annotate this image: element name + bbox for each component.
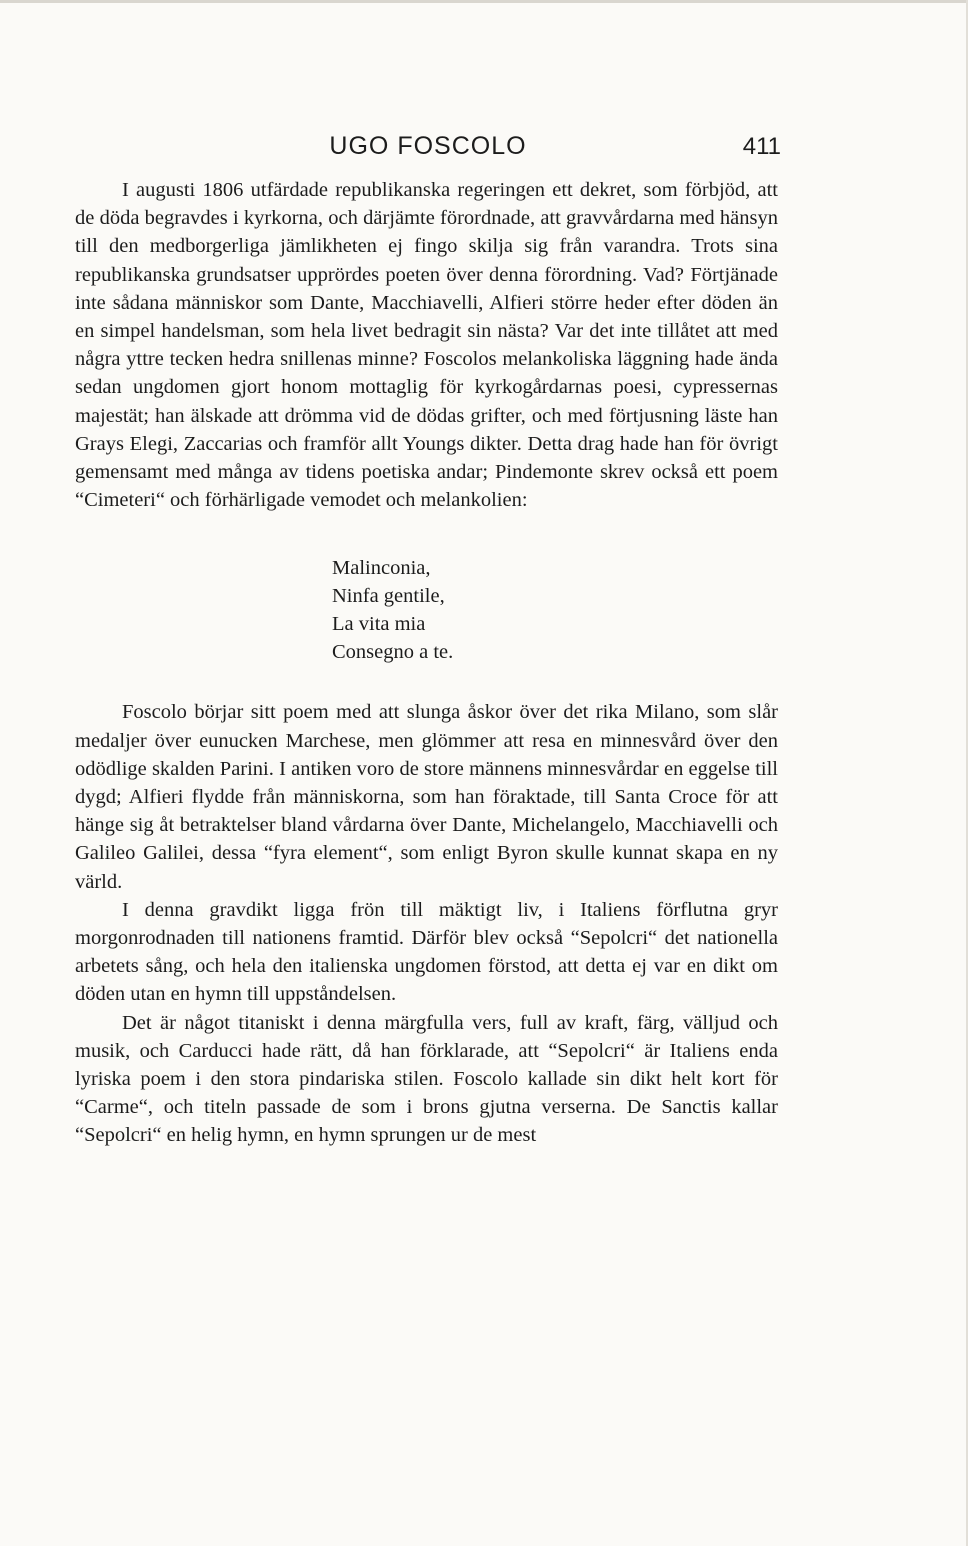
verse-line-3: La vita mia — [332, 613, 426, 636]
verse-quotation — [332, 554, 778, 666]
verse-line-2: Ninfa gentile, — [332, 585, 445, 608]
paragraph-2: Foscolo börjar sitt poem med att slunga åskor över det rika Milano, som slår medaljer över eunucken Marchese, men glömmer att resa en minnesvård över den odödlige skalden Parini. I antiken voro de store männens minnesvårdar en eggelse till dygd; Alfieri flydde från människorna, som han föraktade, till Santa Croce för att hänge sig åt betraktelser bland vårdarna över Dante, Michelangelo, Macchiavelli och Galileo Galilei, dessa “fyra element“, som enligt Byron skulle kunnat skapa en ny värld. — [75, 701, 778, 893]
page-header — [75, 128, 781, 168]
paragraph-4: Det är något titaniskt i denna märgfulla vers, full av kraft, färg, välljud och musik, och Carducci hade rätt, då han förklarade, att “Sepolcri“ är Italiens enda lyriska poem i den stora pindariska stilen. Foscolo kallade sin dikt helt kort för “Carme“, och titeln passade de som i brons gjutna verserna. De Sanctis kallar “Sepolcri“ en helig hymn, en hymn sprungen ur de mest — [75, 1011, 778, 1147]
verse-line-4: Consegno a te. — [332, 641, 454, 664]
page-number: 411 — [742, 133, 781, 160]
verse-line-1: Malinconia, — [332, 557, 431, 580]
running-title: UGO FOSCOLO — [329, 132, 527, 160]
paragraph-1: I augusti 1806 utfärdade republikanska regeringen ett dekret, som förbjöd, att de döda begravdes i kyrkorna, och därjämte förordnade, att gravvårdarna med hänsyn till den medborgerliga jämlikheten ej fingo skilja sig från varandra. Trots sina republikanska grundsatser upprördes poeten över denna förordning. Vad? Förtjänade inte sådana människor som Dante, Macchiavelli, Alfieri större heder efter döden än en simpel handelsman, som hela livet bedragit sin nästa? Var det inte tillåtet att med några yttre tecken hedra snillenas minne? Foscolos melankoliska läggning hade ända sedan ungdomen gjort honom mottaglig för kyrkogårdarnas poesi, cypressernas majestät; han älskade att drömma vid de dödas grifter, och med förtjusning läste han Grays Elegi, Zaccarias och framför allt Youngs dikter. Detta drag hade han för övrigt gemensamt med många av tidens poetiska andar; Pindemonte skrev också ett poem “Cimeteri“ och förhärligade vemodet och melankolien: — [75, 179, 778, 512]
page-top-edge — [0, 0, 968, 3]
paragraph-3: I denna gravdikt ligga frön till mäktigt liv, i Italiens förflutna gryr morgonrodnaden till nationens framtid. Därför blev också “Sepolcri“ det nationella arbetets sång, och hela den italienska ungdomen förstod, att detta ej var en dikt om döden utan en hymn till uppståndelsen. — [75, 898, 778, 1006]
body-text — [75, 176, 778, 1150]
